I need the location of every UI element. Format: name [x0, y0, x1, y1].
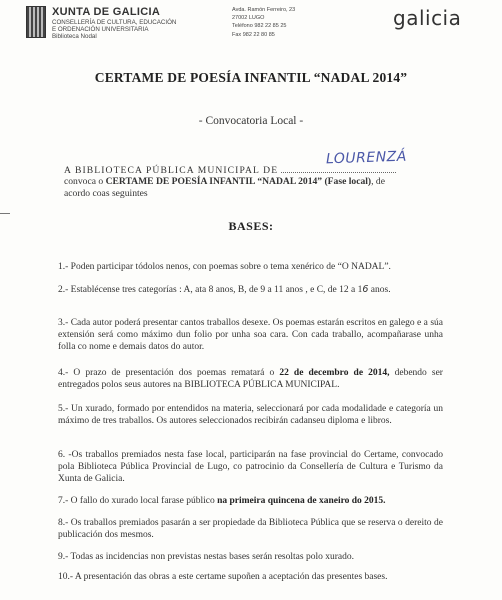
- intro-text: acordo coas seguintes: [64, 188, 148, 199]
- handwritten-digit: 6: [362, 284, 369, 295]
- document-subtitle: - Convocatoria Local -: [198, 115, 304, 127]
- base-item-3: 3.- Cada autor poderá presentar cantos traballos desexe. Os poemas estarán escritos en galego e a súa extensión será como máximo dun folio por unha soa cara. Con cada traballo, acompañarase unha folla co nome e demais datos do autor.: [58, 318, 443, 352]
- coat-of-arms-icon: [26, 6, 46, 38]
- document-title: CERTAME DE POESÍA INFANTIL “NADAL 2014”: [94, 70, 408, 85]
- base-item-6: 6. -Os traballos premiados nesta fase local, participarán na fase provincial do Certame, convocado pola Biblioteca Pública Provincial de Lugo, co patrocinio da Consellería de Cultura e Turismo da Xunta de Galicia.: [58, 450, 443, 484]
- base-item-9: 9.- Todas as incidencias non previstas nestas bases serán resoltas polo xurado.: [58, 552, 354, 562]
- margin-mark: [0, 213, 10, 214]
- address-line: Fax 982 22 80 85: [232, 31, 275, 38]
- xunta-logo-block: [26, 6, 216, 50]
- item-text: anos.: [368, 285, 391, 295]
- address-line: Teléfono 982 22 85 25: [232, 23, 287, 30]
- handwritten-municipality: LOURENZÁ: [325, 148, 408, 168]
- intro-text: convoca o: [64, 176, 106, 187]
- base-item-1: 1.- Poden participar tódolos nenos, con poemas sobre o tema xenérico de “O NADAL”.: [58, 262, 391, 272]
- intro-text: , de: [371, 176, 385, 187]
- dept-line: E ORDENACIÓN UNIVERSITARIA: [52, 26, 149, 34]
- base-item-10: 10.- A presentación das obras a este certame supoñen a aceptación das presentes bases.: [58, 572, 388, 582]
- item-text: 7.- O fallo do xurado local farase público: [58, 496, 218, 506]
- item-bold-text: 22 de decembro de 2014,: [279, 368, 390, 378]
- intro-continuation: [64, 176, 434, 200]
- item-text: 4.- O prazo de presentación dos poemas rematará o: [58, 368, 280, 378]
- intro-bold-text: CERTAME DE POESÍA INFANTIL “NADAL 2014” (Fase local): [105, 176, 372, 187]
- org-name: XUNTA DE GALICIA: [52, 6, 161, 18]
- department-lines: [52, 19, 232, 41]
- address-line: 27002 LUGO: [232, 15, 265, 22]
- item-text: debendo ser entregados polos seus autores na BIBLIOTECA PÚBLICA MUNICIPAL.: [58, 368, 443, 390]
- base-item-2: [58, 284, 443, 297]
- item-text: 2.- Establécense tres categorías : A, ata 8 anos, B, de 9 a 11 anos , e C, de 12 a 1: [58, 285, 363, 295]
- dept-line: Biblioteca Nodal: [52, 33, 97, 41]
- address-block: [232, 6, 295, 39]
- bases-heading: BASES:: [228, 219, 274, 233]
- base-item-4: [58, 368, 443, 392]
- dept-line: CONSELLERÍA DE CULTURA, EDUCACIÓN: [52, 19, 177, 26]
- base-item-5: 5.- Un xurado, formado por entendidos na materia, seleccionará por cada modalidade e categoría un máximo de tres traballos. Os autores seleccionados recibirán cadanseu diploma e libros.: [58, 404, 443, 426]
- base-item-7: [58, 496, 443, 508]
- item-bold-text: na primeira quincena de xaneiro do 2015.: [217, 496, 386, 506]
- base-item-8: 8.- Os traballos premiados pasarán a ser propiedade da Biblioteca Pública que se reserva o dereito de publicación dos mesmos.: [58, 518, 443, 540]
- intro-prefix: A BIBLIOTECA PÚBLICA MUNICIPAL DE: [64, 165, 279, 176]
- address-line: Avda. Ramón Ferreiro, 23: [232, 7, 296, 13]
- galicia-brand-logo: galicia: [393, 6, 462, 30]
